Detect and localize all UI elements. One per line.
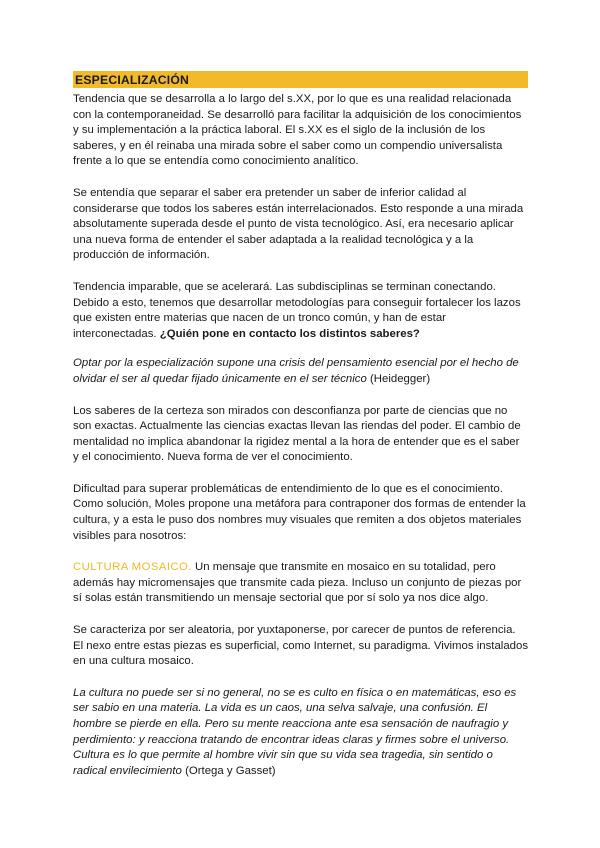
ortega-quote-text: La cultura no puede ser si no general, no se es culto en física o en matemáticas, eso es ser sabio en una materia. La vida es un caos, una selva salvaje, una confusión. El hombre se pierde en ella. Pero su mente reacciona ante esa sensación de naufragio y perdimiento: y reacciona tratando de encontrar ideas claras y firmes sobre el universo. Cultura es lo que permite al hombre vivir sin que su vida sea tragedia, sin sentido o radical envilecimiento bbox=[73, 686, 517, 777]
paragraph-3-text: Tendencia imparable, que se acelerará. Las subdisciplinas se terminan conectando. Debido a esto, tenemos que desarrollar metodologías para conseguir fortalecer los lazos que existen entre materias que nacen de un tronco común, y han de estar interconectadas. bbox=[73, 280, 521, 340]
paragraph-6 bbox=[73, 560, 528, 607]
paragraph-7: Se caracteriza por ser aleatoria, por yuxtaponerse, por carecer de puntos de referencia. El nexo entre estas piezas es superficial, como Internet, su paradigma. Vivimos instalados en una cultura mosaico. bbox=[73, 624, 529, 668]
heidegger-quote bbox=[73, 356, 528, 387]
heidegger-quote-text: Optar por la especialización supone una crisis del pensamiento esencial por el hecho de olvidar el ser al quedar fijado únicamente en el ser técnico bbox=[73, 357, 519, 385]
document-page bbox=[73, 71, 528, 795]
paragraph-1: Tendencia que se desarrolla a lo largo del s.XX, por lo que es una realidad relacionada con la contemporaneidad. Se desarrolló para facilitar la adquisición de los conocimientos y su implementación a la práctica laboral. El s.XX es el siglo de la inclusión de los saberes, y en él reinaba una mirada sobre el saber como un compendio universalista frente a lo que se entendía como conocimiento analítico. bbox=[73, 93, 522, 168]
paragraph-6-text: Un mensaje que transmite en mosaico en su totalidad, pero además hay micromensajes que transmite cada pieza. Incluso un conjunto de piezas por sí solas están transmitiendo un mensaje sectorial que por sí solo ya nos dice algo. bbox=[73, 561, 522, 605]
paragraph-3-question: ¿Quién pone en contacto los distintos saberes? bbox=[159, 327, 420, 340]
ortega-quote-author: (Ortega y Gasset) bbox=[185, 764, 276, 777]
paragraph-2: Se entendía que separar el saber era pretender un saber de inferior calidad al considerarse que todos los saberes están interrelacionados. Esto responde a una mirada absolutamente superada desde el punto de vista tecnológico. Así, era necesario aplicar una nueva forma de entender el saber adaptada a la realidad tecnológica y a la producción de información. bbox=[73, 186, 524, 262]
ortega-quote bbox=[73, 686, 528, 780]
paragraph-3 bbox=[73, 280, 528, 342]
paragraph-5: Dificultad para superar problemáticas de entendimiento de lo que es el conocimiento. Como solución, Moles propone una metáfora para contraponer dos formas de entender la cultura, y a esta le puso dos nombres muy visuales que remiten a dos objetos materiales visibles para nosotros: bbox=[73, 482, 526, 542]
heidegger-quote-author: (Heidegger) bbox=[369, 372, 431, 385]
paragraph-4: Los saberes de la certeza son mirados con desconfianza por parte de ciencias que no son exactas. Actualmente las ciencias exactas llevan las riendas del poder. El cambio de mentalidad no implica abandonar la rigidez mental a la hora de entender que es el saber y el conocimiento. Nueva forma de ver el conocimiento. bbox=[73, 404, 521, 464]
cultura-mosaico-term: CULTURA MOSAICO. bbox=[73, 561, 192, 574]
section-heading: ESPECIALIZACIÓN bbox=[73, 71, 528, 88]
